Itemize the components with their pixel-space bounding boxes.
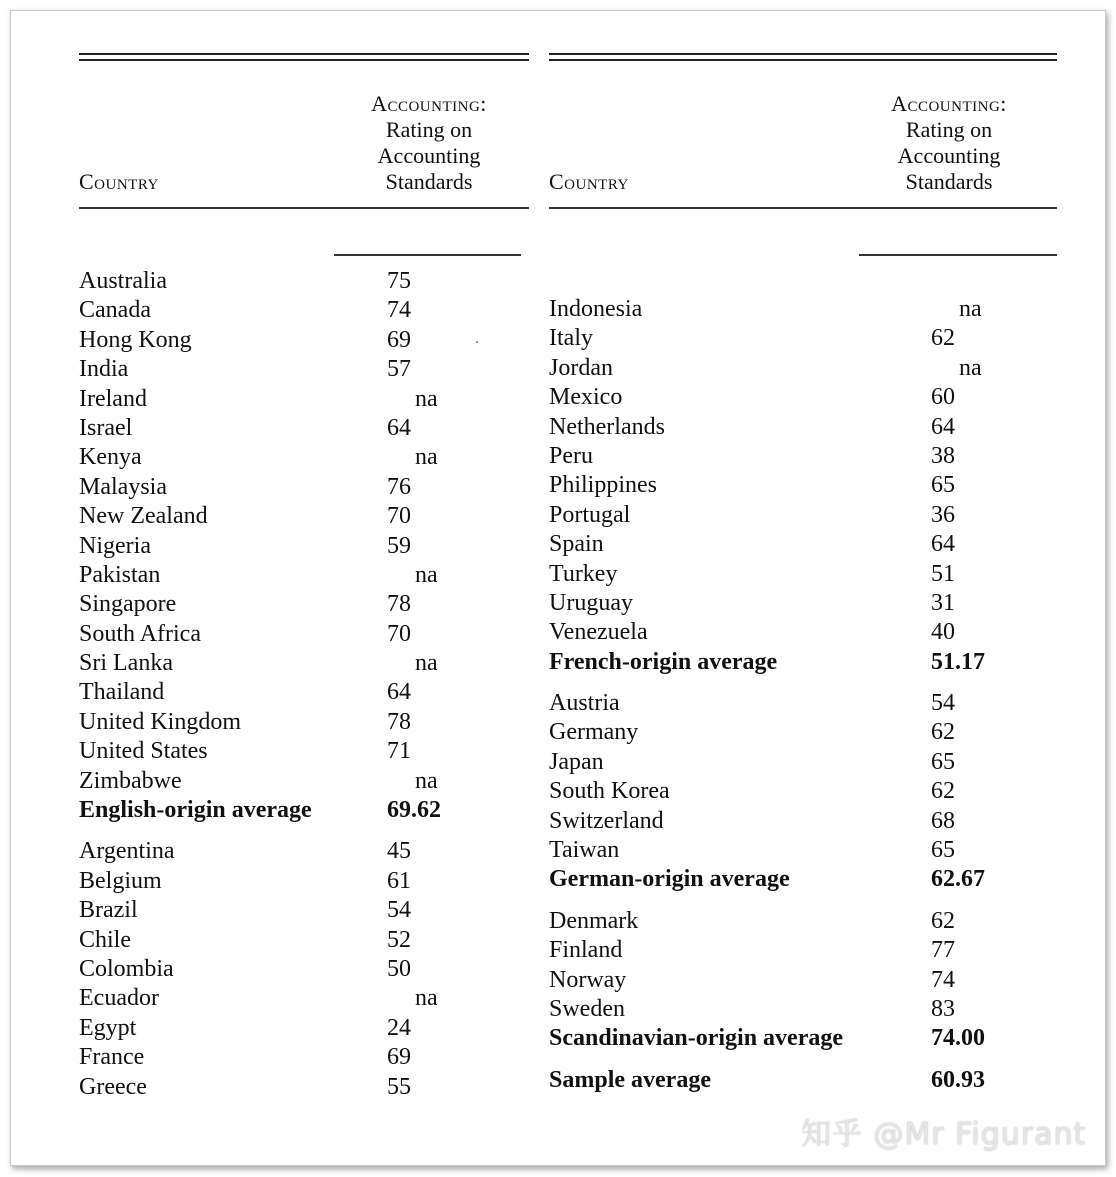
country-name: Chile [79,926,131,953]
rating-value: 64 [387,679,411,706]
rating-value: 77 [931,937,955,964]
rating-value: 71 [387,738,411,765]
rating-value: na [415,650,438,677]
country-name: Israel [79,414,133,441]
rating-value: na [415,385,438,412]
rating-value: na [959,354,982,381]
rating-value: 59 [387,532,411,559]
rating-value: 64 [387,414,411,441]
accounting-header-line2: Rating on [385,117,473,142]
country-name: Thailand [79,679,165,706]
table-row [79,708,529,737]
country-name: South Africa [79,620,201,647]
table-row [79,955,529,984]
table-row [79,620,529,649]
top-double-rule [549,53,1057,61]
average-row [549,1066,1057,1095]
country-name: Philippines [549,472,658,499]
table-row [79,737,529,766]
country-name: Finland [549,937,623,964]
table-row [549,383,1057,412]
table-row [549,501,1057,530]
country-name: New Zealand [79,503,208,530]
table-row [79,326,529,355]
table-row [79,1073,529,1102]
rating-value: 24 [387,1014,411,1041]
rating-value: na [415,985,438,1012]
rating-value: 76 [387,473,411,500]
country-name: Germany [549,719,639,746]
table-row [549,936,1057,965]
table-row [79,473,529,502]
country-name: Uruguay [549,589,633,616]
country-name: Italy [549,325,593,352]
rating-value: 65 [931,472,955,499]
country-name: Sample average [549,1066,711,1093]
country-name: Turkey [549,560,618,587]
table-row [79,867,529,896]
average-row [549,1024,1057,1053]
table-row [549,560,1057,589]
table-row [79,1043,529,1072]
accounting-header-line2: Rating on [905,117,993,142]
rating-value: 61 [387,867,411,894]
table-row [79,896,529,925]
average-row [549,865,1057,894]
rating-value: na [959,296,982,322]
country-name: Malaysia [79,473,167,500]
rating-value: 74.00 [931,1025,985,1052]
country-name: Sweden [549,995,625,1022]
country-name: Indonesia [549,296,643,322]
rating-value: 69.62 [387,797,441,824]
rating-value: 62 [931,778,955,805]
country-name: Spain [549,531,604,558]
accounting-header [869,91,1029,195]
rating-value: 40 [931,619,955,646]
accounting-header-line3: Accounting [377,143,481,168]
table-row [79,296,529,325]
rating-value: 64 [931,413,955,440]
watermark-text: 知乎 @Mr Figurant [801,1117,1087,1152]
table-row [549,777,1057,806]
rating-value: 69 [387,1044,411,1071]
table-row [79,385,529,414]
table-row [79,590,529,619]
rating-value: 78 [387,591,411,618]
rating-value: 51 [931,560,955,587]
table-row [79,767,529,796]
table-row [79,414,529,443]
rating-value: 55 [387,1073,411,1100]
rating-value: na [415,767,438,794]
rating-value: 62.67 [931,866,985,893]
top-double-rule [79,53,529,61]
table-row [549,324,1057,353]
rating-value: 65 [931,748,955,775]
rating-value: 75 [387,268,411,294]
table-row [79,984,529,1013]
country-name: Australia [79,268,167,294]
table-row [549,295,1057,324]
accounting-header-line1: Accounting: [891,91,1007,116]
country-name: India [79,356,129,383]
rating-value: 74 [931,966,955,993]
table-row [79,267,529,296]
table-row [549,836,1057,865]
rating-value: 38 [931,442,955,469]
group-spacer [549,677,1057,689]
rating-value: 36 [931,501,955,528]
rating-value: 60 [931,384,955,411]
country-name: Ecuador [79,985,159,1012]
country-name: Greece [79,1073,147,1100]
country-name: Singapore [79,591,177,618]
country-name: Egypt [79,1014,137,1041]
table-row [549,689,1057,718]
country-name: Portugal [549,501,631,528]
table-row [79,532,529,561]
country-name: Belgium [79,867,162,894]
country-name: Canada [79,297,151,324]
country-name: France [79,1044,145,1071]
rating-value: 45 [387,838,411,865]
country-name: Mexico [549,384,623,411]
table-row [549,618,1057,647]
table-row [79,561,529,590]
group-spacer [79,825,529,837]
group-spacer [549,895,1057,907]
rating-value: 60.93 [931,1066,985,1093]
accounting-header-line4: Standards [905,169,993,194]
rating-value: 74 [387,297,411,324]
table-row [79,926,529,955]
country-name: South Korea [549,778,670,805]
country-name: Peru [549,442,593,469]
rating-value: 78 [387,708,411,735]
rating-value: 69 [387,326,411,353]
country-name: Pakistan [79,561,161,588]
country-name: Jordan [549,354,613,381]
table-row [549,589,1057,618]
accounting-header-line1: Accounting: [371,91,487,116]
rating-value: 62 [931,907,955,934]
country-name: Argentina [79,838,175,865]
rating-value: 70 [387,620,411,647]
table-row [549,354,1057,383]
table-row [549,907,1057,936]
country-name: French-origin average [549,648,778,675]
rating-value: 54 [387,897,411,924]
document-frame [10,10,1106,1166]
country-name: Switzerland [549,807,664,834]
country-name: Netherlands [549,413,665,440]
country-header: Country [79,169,159,194]
table-row [79,502,529,531]
rating-value: 57 [387,356,411,383]
table-row [549,442,1057,471]
rating-value: 62 [931,325,955,352]
country-name: Sri Lanka [79,650,173,677]
country-name: Denmark [549,907,639,934]
rating-value: 52 [387,926,411,953]
average-row [549,648,1057,677]
table-row [549,413,1057,442]
rating-value: 54 [931,690,955,717]
rating-value: 64 [931,531,955,558]
country-name: Japan [549,748,604,775]
right-rows [549,295,1057,1095]
table-row [79,1014,529,1043]
country-name: Taiwan [549,837,620,864]
country-name: Scandinavian-origin average [549,1025,844,1052]
country-name: United Kingdom [79,708,241,735]
table-row [549,995,1057,1024]
country-name: English-origin average [79,797,312,824]
table-row [79,678,529,707]
table-row [549,471,1057,500]
value-column-rule [334,254,521,256]
left-rows [79,267,529,1102]
header-bottom-rule [549,207,1057,209]
average-row [79,796,529,825]
rating-value: 65 [931,837,955,864]
rating-value: 68 [931,807,955,834]
group-spacer [549,1054,1057,1066]
country-name: Ireland [79,385,147,412]
country-name: United States [79,738,208,765]
country-name: Kenya [79,444,142,471]
country-header: Country [549,169,629,194]
table-row [79,443,529,472]
accounting-header-line3: Accounting [897,143,1001,168]
table-row [549,807,1057,836]
country-name: German-origin average [549,866,790,893]
table-row [549,748,1057,777]
country-name: Zimbabwe [79,767,182,794]
table-row [549,718,1057,747]
country-name: Austria [549,690,620,717]
country-name: Norway [549,966,627,993]
rating-value: 51.17 [931,648,985,675]
table-row [549,966,1057,995]
table-row [79,837,529,866]
rating-value: na [415,444,438,471]
country-name: Venezuela [549,619,648,646]
rating-value: 70 [387,503,411,530]
country-name: Brazil [79,897,138,924]
table-row [549,530,1057,559]
header-bottom-rule [79,207,529,209]
country-name: Colombia [79,955,174,982]
rating-value: 50 [387,955,411,982]
accounting-header [349,91,509,195]
country-name: Nigeria [79,532,151,559]
rating-value: 31 [931,589,955,616]
accounting-header-line4: Standards [385,169,473,194]
country-name: Hong Kong [79,326,192,353]
value-column-rule [859,254,1057,256]
rating-value: na [415,561,438,588]
table-row [79,649,529,678]
rating-value: 83 [931,995,955,1022]
table-row [79,355,529,384]
rating-value: 62 [931,719,955,746]
